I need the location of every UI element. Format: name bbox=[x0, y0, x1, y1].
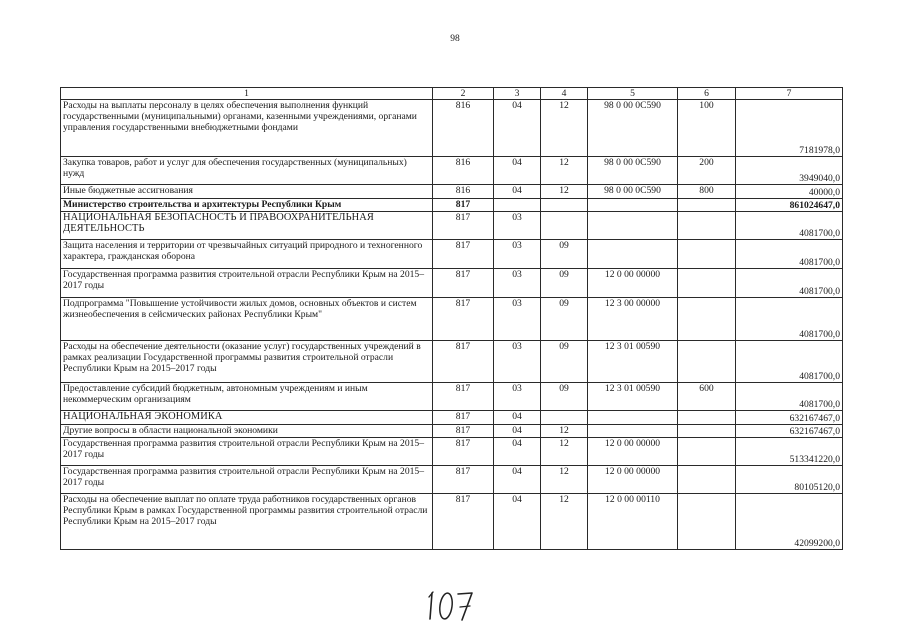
row-code-subsection: 09 bbox=[541, 298, 588, 341]
row-amount: 7181978,0 bbox=[736, 100, 843, 157]
row-code-subsection: 09 bbox=[541, 240, 588, 269]
row-description: НАЦИОНАЛЬНАЯ ЭКОНОМИКА bbox=[61, 411, 433, 425]
row-code-section: 03 bbox=[494, 341, 541, 383]
row-amount: 40000,0 bbox=[736, 185, 843, 199]
row-code-ministry: 817 bbox=[433, 298, 494, 341]
row-code-subsection bbox=[541, 411, 588, 425]
row-code-expense-type bbox=[678, 298, 736, 341]
column-header: 2 bbox=[433, 88, 494, 100]
row-amount: 4081700,0 bbox=[736, 383, 843, 411]
column-header: 4 bbox=[541, 88, 588, 100]
row-amount: 4081700,0 bbox=[736, 341, 843, 383]
table-row bbox=[61, 240, 843, 269]
row-description: НАЦИОНАЛЬНАЯ БЕЗОПАСНОСТЬ И ПРАВООХРАНИТЕЛЬНАЯ ДЕЯТЕЛЬНОСТЬ bbox=[61, 212, 433, 240]
table-row bbox=[61, 466, 843, 494]
row-description: Государственная программа развития строительной отрасли Республики Крым на 2015–2017 годы bbox=[61, 269, 433, 298]
row-description: Иные бюджетные ассигнования bbox=[61, 185, 433, 199]
row-code-target: 12 0 00 00000 bbox=[588, 466, 678, 494]
row-code-subsection bbox=[541, 199, 588, 212]
row-description: Расходы на выплаты персоналу в целях обеспечения выполнения функций государственными (муниципальными) органами, казенными учреждениями, органами управления государственными внебюджетными фондами bbox=[61, 100, 433, 157]
table-row bbox=[61, 438, 843, 466]
row-code-expense-type: 600 bbox=[678, 383, 736, 411]
row-code-section: 03 bbox=[494, 383, 541, 411]
row-code-ministry: 817 bbox=[433, 494, 494, 550]
row-description: Закупка товаров, работ и услуг для обеспечения государственных (муниципальных) нужд bbox=[61, 157, 433, 185]
row-code-subsection: 12 bbox=[541, 494, 588, 550]
table-row bbox=[61, 298, 843, 341]
column-header: 1 bbox=[61, 88, 433, 100]
row-description: Другие вопросы в области национальной экономики bbox=[61, 425, 433, 438]
row-code-ministry: 816 bbox=[433, 157, 494, 185]
row-code-expense-type bbox=[678, 341, 736, 383]
row-code-section: 04 bbox=[494, 157, 541, 185]
column-header: 5 bbox=[588, 88, 678, 100]
row-code-subsection: 12 bbox=[541, 100, 588, 157]
row-code-expense-type: 100 bbox=[678, 100, 736, 157]
row-code-expense-type: 800 bbox=[678, 185, 736, 199]
row-code-section: 04 bbox=[494, 494, 541, 550]
row-amount: 4081700,0 bbox=[736, 298, 843, 341]
row-code-section: 04 bbox=[494, 411, 541, 425]
row-code-ministry: 817 bbox=[433, 269, 494, 298]
row-code-subsection: 12 bbox=[541, 157, 588, 185]
row-description: Предоставление субсидий бюджетным, автономным учреждениям и иным некоммерческим организациям bbox=[61, 383, 433, 411]
row-description: Государственная программа развития строительной отрасли Республики Крым на 2015–2017 годы bbox=[61, 466, 433, 494]
table-row bbox=[61, 341, 843, 383]
row-code-ministry: 816 bbox=[433, 100, 494, 157]
row-code-target bbox=[588, 411, 678, 425]
row-amount: 4081700,0 bbox=[736, 269, 843, 298]
row-code-ministry: 816 bbox=[433, 185, 494, 199]
table-row bbox=[61, 425, 843, 438]
row-code-ministry: 817 bbox=[433, 199, 494, 212]
row-code-ministry: 817 bbox=[433, 466, 494, 494]
column-header: 3 bbox=[494, 88, 541, 100]
row-code-expense-type bbox=[678, 494, 736, 550]
row-code-section: 03 bbox=[494, 269, 541, 298]
row-code-target: 12 3 00 00000 bbox=[588, 298, 678, 341]
row-code-section: 03 bbox=[494, 240, 541, 269]
row-amount: 4081700,0 bbox=[736, 240, 843, 269]
row-code-ministry: 817 bbox=[433, 383, 494, 411]
row-code-section: 04 bbox=[494, 425, 541, 438]
row-code-ministry: 817 bbox=[433, 212, 494, 240]
row-code-ministry: 817 bbox=[433, 425, 494, 438]
table-row bbox=[61, 100, 843, 157]
row-code-expense-type bbox=[678, 425, 736, 438]
page-number: 98 bbox=[450, 34, 460, 44]
row-code-subsection: 12 bbox=[541, 425, 588, 438]
table-row bbox=[61, 494, 843, 550]
row-code-target bbox=[588, 199, 678, 212]
row-code-expense-type bbox=[678, 438, 736, 466]
row-code-expense-type bbox=[678, 466, 736, 494]
row-code-section: 03 bbox=[494, 298, 541, 341]
row-code-target bbox=[588, 425, 678, 438]
row-code-ministry: 817 bbox=[433, 411, 494, 425]
row-description: Подпрограмма "Повышение устойчивости жилых домов, основных объектов и систем жизнеобеспечения в сейсмических районах Республики Крым" bbox=[61, 298, 433, 341]
row-code-section: 04 bbox=[494, 466, 541, 494]
row-code-target: 12 3 01 00590 bbox=[588, 341, 678, 383]
row-description: Защита населения и территории от чрезвычайных ситуаций природного и техногенного характера, гражданская оборона bbox=[61, 240, 433, 269]
row-description: Расходы на обеспечение выплат по оплате труда работников государственных органов Республики Крым в рамках Государственной программы развития строительной отрасли Республики Крым на 2015–2017 годы bbox=[61, 494, 433, 550]
row-amount: 513341220,0 bbox=[736, 438, 843, 466]
row-code-section: 03 bbox=[494, 212, 541, 240]
row-code-ministry: 817 bbox=[433, 240, 494, 269]
row-code-ministry: 817 bbox=[433, 438, 494, 466]
row-code-target: 12 3 01 00590 bbox=[588, 383, 678, 411]
row-description: Министерство строительства и архитектуры Республики Крым bbox=[61, 199, 433, 212]
row-code-section: 04 bbox=[494, 438, 541, 466]
row-code-expense-type bbox=[678, 411, 736, 425]
table-row bbox=[61, 411, 843, 425]
row-amount: 632167467,0 bbox=[736, 411, 843, 425]
row-amount: 3949040,0 bbox=[736, 157, 843, 185]
row-code-expense-type bbox=[678, 269, 736, 298]
table-row bbox=[61, 383, 843, 411]
table-row bbox=[61, 157, 843, 185]
column-header: 7 bbox=[736, 88, 843, 100]
table-row bbox=[61, 269, 843, 298]
row-amount: 861024647,0 bbox=[736, 199, 843, 212]
table-body bbox=[61, 88, 843, 550]
row-code-target bbox=[588, 240, 678, 269]
row-code-subsection: 09 bbox=[541, 383, 588, 411]
row-amount: 4081700,0 bbox=[736, 212, 843, 240]
row-code-expense-type: 200 bbox=[678, 157, 736, 185]
row-code-target: 98 0 00 0С590 bbox=[588, 185, 678, 199]
row-code-target bbox=[588, 212, 678, 240]
row-code-target: 12 0 00 00000 bbox=[588, 269, 678, 298]
row-code-subsection: 12 bbox=[541, 185, 588, 199]
row-amount: 632167467,0 bbox=[736, 425, 843, 438]
row-description: Государственная программа развития строительной отрасли Республики Крым на 2015–2017 годы bbox=[61, 438, 433, 466]
row-code-target: 12 0 00 00000 bbox=[588, 438, 678, 466]
row-code-section: 04 bbox=[494, 100, 541, 157]
row-code-target: 12 0 00 00110 bbox=[588, 494, 678, 550]
handwritten-page-number bbox=[420, 587, 480, 623]
row-code-expense-type bbox=[678, 212, 736, 240]
table-row bbox=[61, 212, 843, 240]
row-code-subsection: 12 bbox=[541, 438, 588, 466]
column-header-row bbox=[61, 88, 843, 100]
row-code-target: 98 0 00 0С590 bbox=[588, 157, 678, 185]
row-code-ministry: 817 bbox=[433, 341, 494, 383]
row-amount: 80105120,0 bbox=[736, 466, 843, 494]
row-code-subsection bbox=[541, 212, 588, 240]
row-code-expense-type bbox=[678, 199, 736, 212]
table-row bbox=[61, 185, 843, 199]
row-code-subsection: 12 bbox=[541, 466, 588, 494]
table-row bbox=[61, 199, 843, 212]
row-description: Расходы на обеспечение деятельности (оказание услуг) государственных учреждений в рамках реализации Государственной программы развития строительной отрасли Республики Крым на 2015–2017 годы bbox=[61, 341, 433, 383]
row-code-subsection: 09 bbox=[541, 341, 588, 383]
row-amount: 42099200,0 bbox=[736, 494, 843, 550]
row-code-expense-type bbox=[678, 240, 736, 269]
budget-table bbox=[60, 87, 843, 550]
row-code-section bbox=[494, 199, 541, 212]
row-code-target: 98 0 00 0С590 bbox=[588, 100, 678, 157]
row-code-subsection: 09 bbox=[541, 269, 588, 298]
column-header: 6 bbox=[678, 88, 736, 100]
row-code-section: 04 bbox=[494, 185, 541, 199]
